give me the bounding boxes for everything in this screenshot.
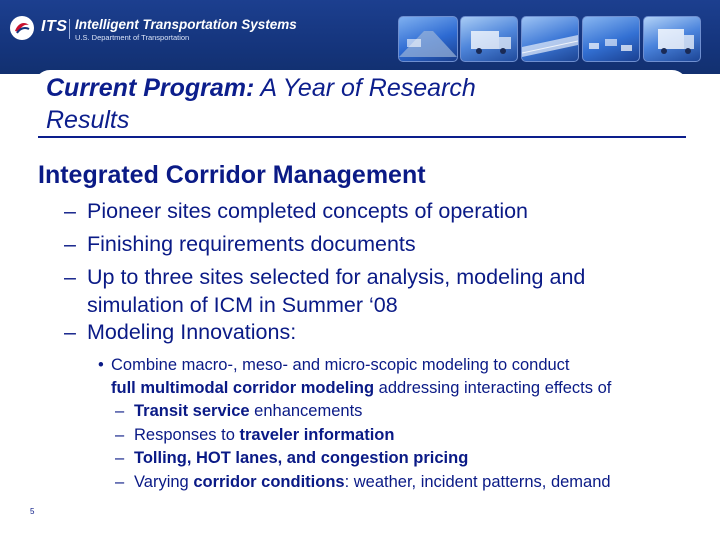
dash-marker: – [115, 473, 125, 491]
dot-logo-icon [10, 16, 34, 40]
sub-item-combine: Combine macro-, meso- and micro-scopic modeling to conduct [111, 356, 570, 374]
emph-tolling: Tolling, HOT lanes, and congestion pricing [134, 449, 469, 467]
effect-pre: Varying [134, 473, 194, 491]
its-program-name: Intelligent Transportation Systems [75, 17, 297, 32]
effect-tolling [134, 449, 468, 468]
effect-traveler-info [134, 426, 394, 445]
effect-pre: Responses to [134, 426, 240, 444]
emph-transit: Transit service [134, 402, 250, 420]
emph-traveler: traveler information [239, 426, 395, 444]
slide-title-line2: Results [46, 106, 130, 134]
title-rest: A Year of Research [254, 74, 476, 102]
traffic-photo [582, 16, 640, 62]
item-three-sites-cont: simulation of ICM in Summer ‘08 [87, 293, 398, 317]
dash-marker: – [115, 402, 125, 420]
title-bold-part: Current Program: [46, 74, 255, 102]
its-logo-text: ITS [41, 18, 68, 35]
sub-item-combine-cont [111, 379, 611, 398]
dash-marker: – [64, 199, 76, 223]
section-heading: Integrated Corridor Management [38, 161, 426, 189]
item-requirements: Finishing requirements documents [87, 232, 416, 256]
header-banner [0, 0, 720, 74]
dash-marker: – [64, 232, 76, 256]
dash-marker: – [115, 449, 125, 467]
item-three-sites: Up to three sites selected for analysis, modeling and [87, 265, 586, 289]
item-pioneer-sites: Pioneer sites completed concepts of operation [87, 199, 529, 223]
slide-title [46, 74, 476, 103]
emph-corridor: corridor conditions [193, 473, 345, 491]
highway-photo [398, 16, 458, 62]
effect-transit [134, 402, 362, 421]
dash-marker: – [64, 265, 76, 289]
logo-divider [69, 19, 70, 39]
effect-rest: : weather, incident patterns, demand [344, 473, 611, 491]
usdot-name: U.S. Department of Transportation [75, 33, 190, 42]
effect-rest: enhancements [249, 402, 363, 420]
item-modeling-innovations: Modeling Innovations: [87, 320, 297, 344]
effect-corridor-conditions [134, 473, 611, 492]
slide-number: 5 [30, 507, 35, 516]
title-underline [38, 136, 686, 138]
bullet-marker: • [98, 356, 104, 374]
dash-marker: – [64, 320, 76, 344]
truck-photo-2 [643, 16, 701, 62]
emph-multimodal: full multimodal corridor modeling [111, 379, 375, 397]
sub-item-rest: addressing interacting effects of [374, 379, 612, 397]
train-photo [521, 16, 579, 62]
dash-marker: – [115, 426, 125, 444]
truck-photo [460, 16, 518, 62]
